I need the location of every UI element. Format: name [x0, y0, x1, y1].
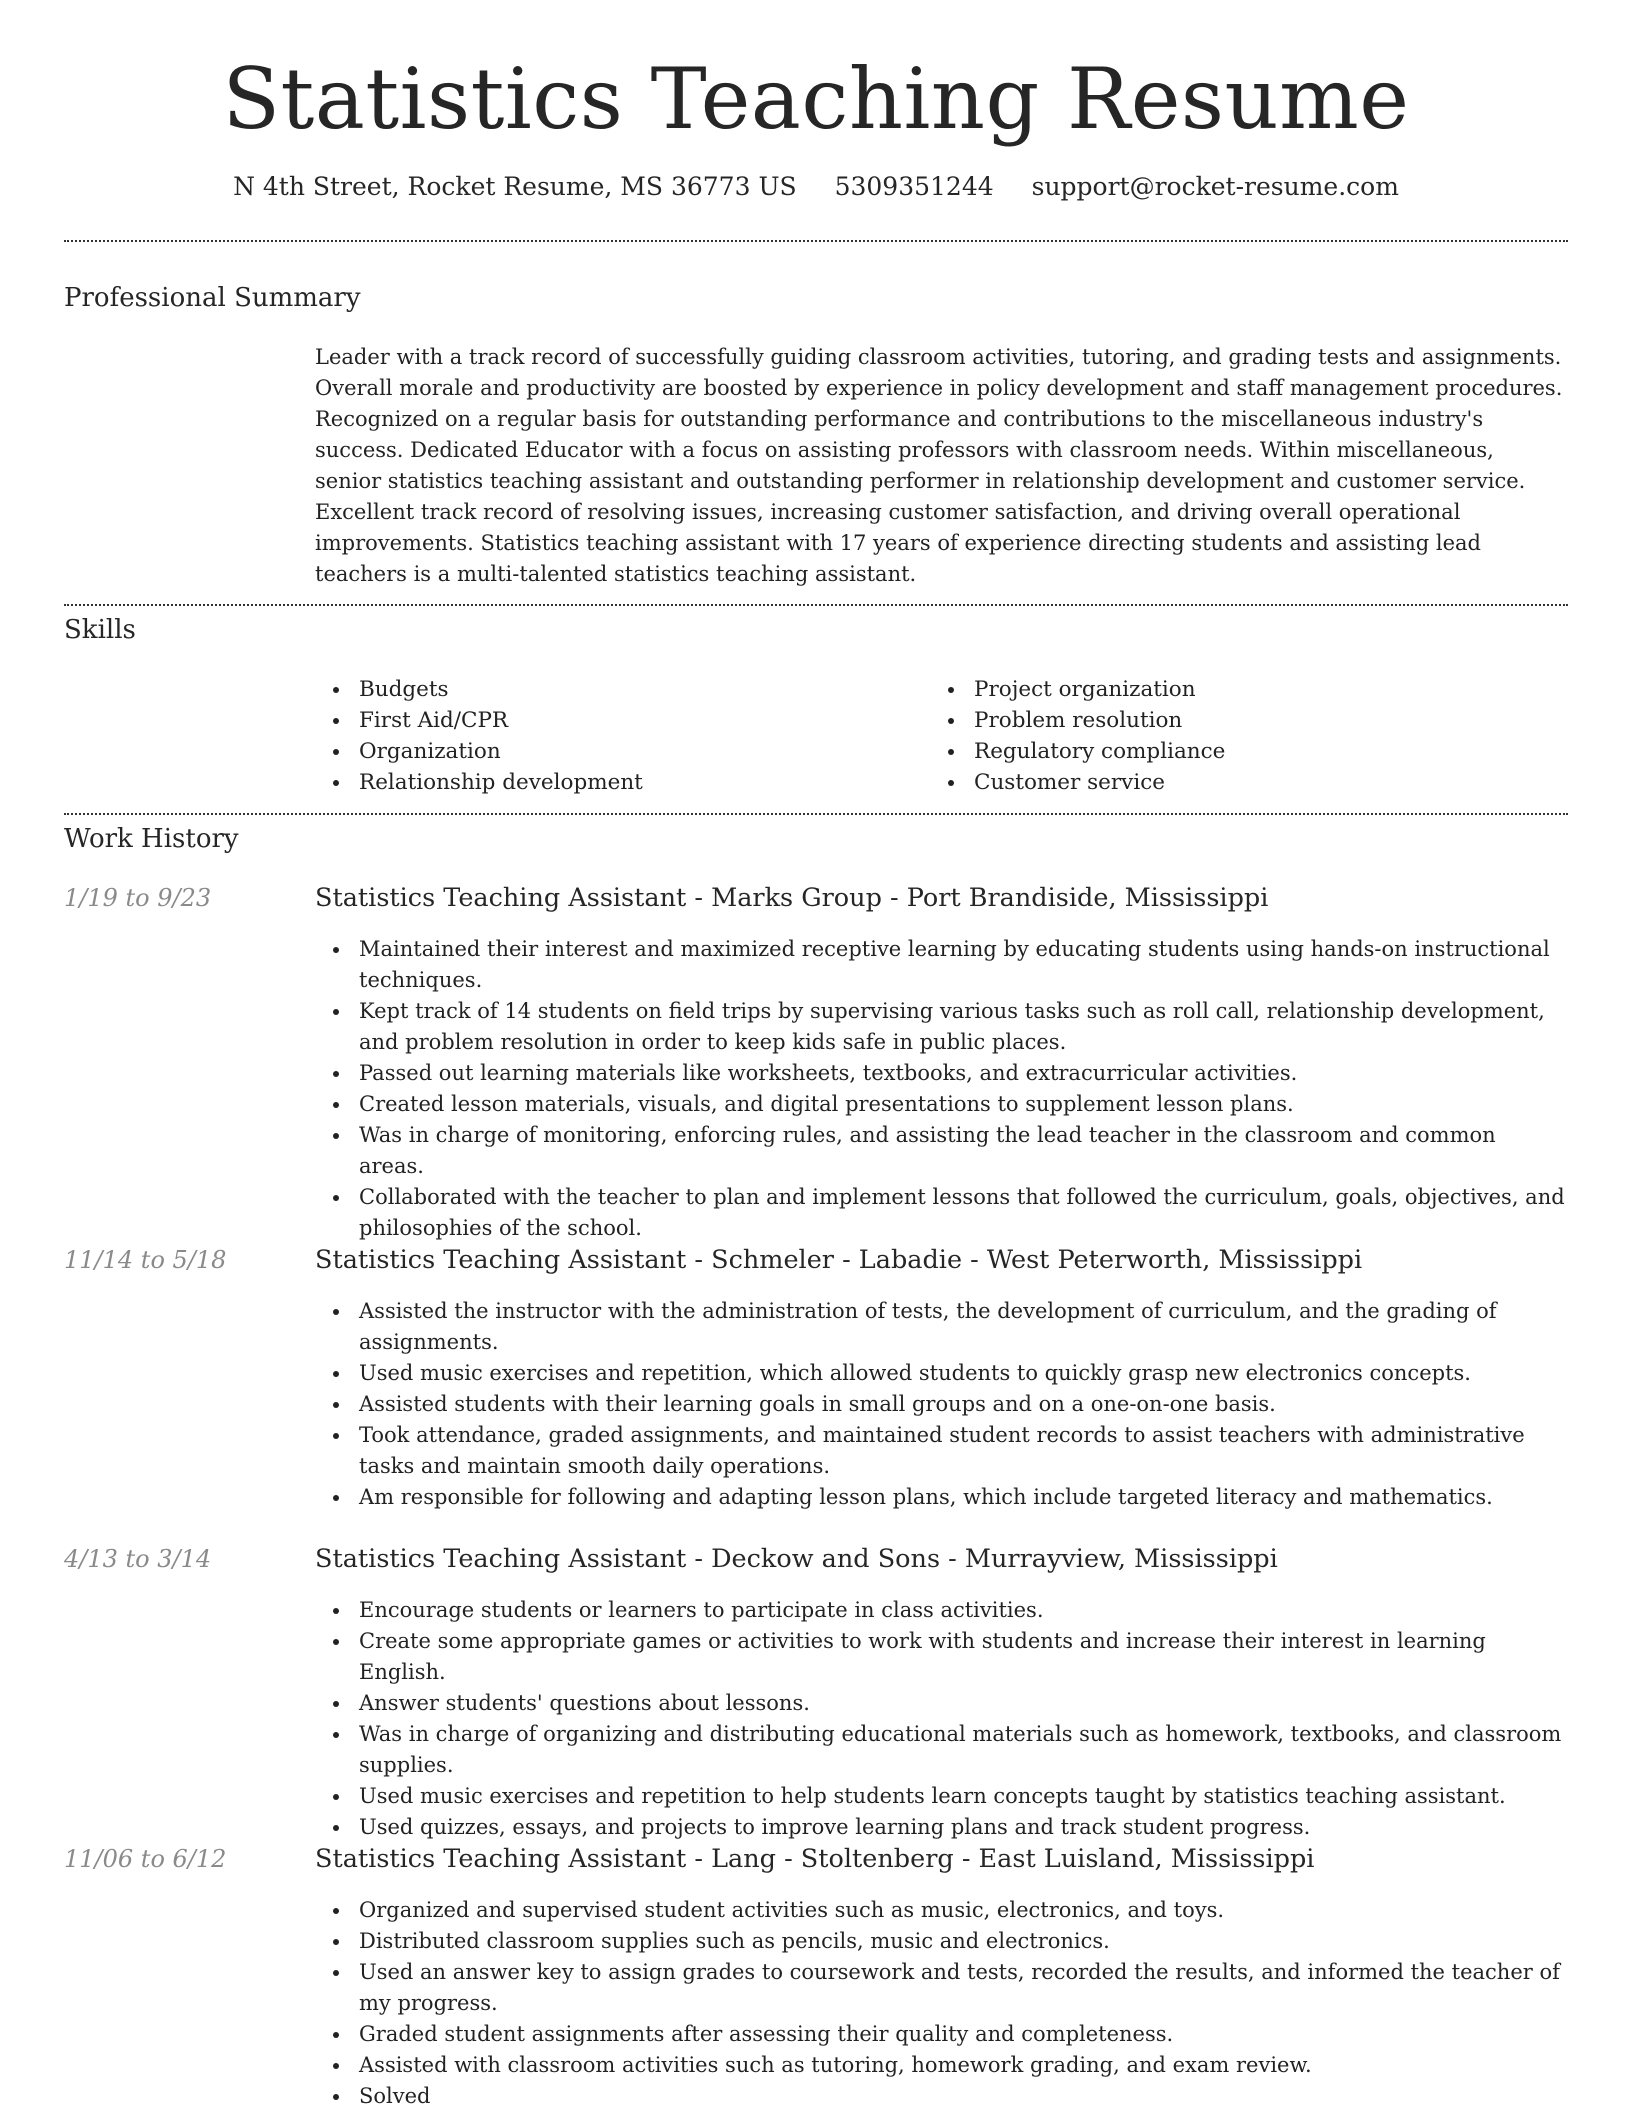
contact-phone: 5309351244	[834, 172, 994, 201]
job-dates: 11/14 to 5/18	[64, 1246, 227, 1274]
skill-item: Relationship development	[315, 767, 875, 798]
list-item: Created lesson materials, visuals, and digital presentations to supplement lesson plans.	[315, 1089, 1565, 1120]
job-title: Statistics Teaching Assistant - Marks Group - Port Brandiside, Mississippi	[315, 883, 1269, 913]
job-bullets	[315, 934, 1565, 1244]
skill-item: Problem resolution	[930, 705, 1530, 736]
list-item: Encourage students or learners to participate in class activities.	[315, 1595, 1565, 1626]
list-item: Create some appropriate games or activities to work with students and increase their interest in learning English.	[315, 1626, 1565, 1688]
job-title: Statistics Teaching Assistant - Lang - Stoltenberg - East Luisland, Mississippi	[315, 1844, 1315, 1874]
job-title: Statistics Teaching Assistant - Deckow and Sons - Murrayview, Mississippi	[315, 1544, 1278, 1574]
list-item: Solved	[315, 2081, 1565, 2112]
skill-item: First Aid/CPR	[315, 705, 875, 736]
page-title: Statistics Teaching Resume	[222, 50, 1410, 148]
list-item: Took attendance, graded assignments, and maintained student records to assist teachers with administrative tasks and maintain smooth daily operations.	[315, 1420, 1565, 1482]
skill-item: Project organization	[930, 674, 1530, 705]
list-item: Assisted students with their learning goals in small groups and on a one-on-one basis.	[315, 1389, 1565, 1420]
contact-address: N 4th Street, Rocket Resume, MS 36773 US	[233, 172, 797, 201]
list-item: Graded student assignments after assessing their quality and completeness.	[315, 2019, 1565, 2050]
contact-email: support@rocket-resume.com	[1031, 172, 1399, 201]
list-item: Used quizzes, essays, and projects to improve learning plans and track student progress.	[315, 1812, 1565, 1843]
summary-text: Leader with a track record of successfully guiding classroom activities, tutoring, and grading tests and assignments. Overall morale and productivity are boosted by experience in policy development and staff management procedures. Recognized on a regular basis for outstanding performance and contributions to the miscellaneous industry's success. Dedicated Educator with a focus on assisting professors with classroom needs. Within miscellaneous, senior statistics teaching assistant and outstanding performer in relationship development and customer service. Excellent track record of resolving issues, increasing customer satisfaction, and driving overall operational improvements. Statistics teaching assistant with 17 years of experience directing students and assisting lead teachers is a multi-talented statistics teaching assistant.	[315, 345, 1563, 586]
summary-heading: Professional Summary	[64, 283, 361, 313]
skills-heading: Skills	[64, 615, 136, 645]
skill-item: Budgets	[315, 674, 875, 705]
list-item: Am responsible for following and adapting lesson plans, which include targeted literacy and mathematics.	[315, 1482, 1565, 1513]
list-item: Distributed classroom supplies such as pencils, music and electronics.	[315, 1926, 1565, 1957]
list-item: Answer students' questions about lessons.	[315, 1688, 1565, 1719]
contact-line	[0, 172, 1632, 201]
skill-item: Regulatory compliance	[930, 736, 1530, 767]
job-dates: 1/19 to 9/23	[64, 884, 212, 912]
list-item: Was in charge of organizing and distributing educational materials such as homework, textbooks, and classroom supplies.	[315, 1719, 1565, 1781]
list-item: Organized and supervised student activities such as music, electronics, and toys.	[315, 1895, 1565, 1926]
list-item: Used music exercises and repetition, which allowed students to quickly grasp new electronics concepts.	[315, 1358, 1565, 1389]
section-divider	[64, 604, 1568, 606]
list-item: Was in charge of monitoring, enforcing rules, and assisting the lead teacher in the classroom and common areas.	[315, 1120, 1565, 1182]
job-dates: 11/06 to 6/12	[64, 1845, 227, 1873]
job-bullets	[315, 1595, 1565, 1843]
job-dates: 4/13 to 3/14	[64, 1545, 212, 1573]
list-item: Kept track of 14 students on field trips by supervising various tasks such as roll call, relationship development, and problem resolution in order to keep kids safe in public places.	[315, 996, 1565, 1058]
list-item: Passed out learning materials like worksheets, textbooks, and extracurricular activities.	[315, 1058, 1565, 1089]
list-item: Used an answer key to assign grades to coursework and tests, recorded the results, and informed the teacher of my progress.	[315, 1957, 1565, 2019]
list-item: Assisted with classroom activities such as tutoring, homework grading, and exam review.	[315, 2050, 1565, 2081]
list-item: Maintained their interest and maximized receptive learning by educating students using hands-on instructional techniques.	[315, 934, 1565, 996]
skill-item: Organization	[315, 736, 875, 767]
work-history-heading: Work History	[64, 824, 239, 854]
list-item: Assisted the instructor with the administration of tests, the development of curriculum, and the grading of assignments.	[315, 1296, 1565, 1358]
job-title: Statistics Teaching Assistant - Schmeler - Labadie - West Peterworth, Mississippi	[315, 1245, 1363, 1275]
job-bullets	[315, 1296, 1565, 1513]
list-item: Used music exercises and repetition to help students learn concepts taught by statistics teaching assistant.	[315, 1781, 1565, 1812]
section-divider	[64, 813, 1568, 815]
job-bullets	[315, 1895, 1565, 2112]
skills-list-left	[315, 674, 875, 798]
skills-list-right	[930, 674, 1530, 798]
list-item: Collaborated with the teacher to plan and implement lessons that followed the curriculum, goals, objectives, and philosophies of the school.	[315, 1182, 1565, 1244]
section-divider	[64, 240, 1568, 242]
skill-item: Customer service	[930, 767, 1530, 798]
